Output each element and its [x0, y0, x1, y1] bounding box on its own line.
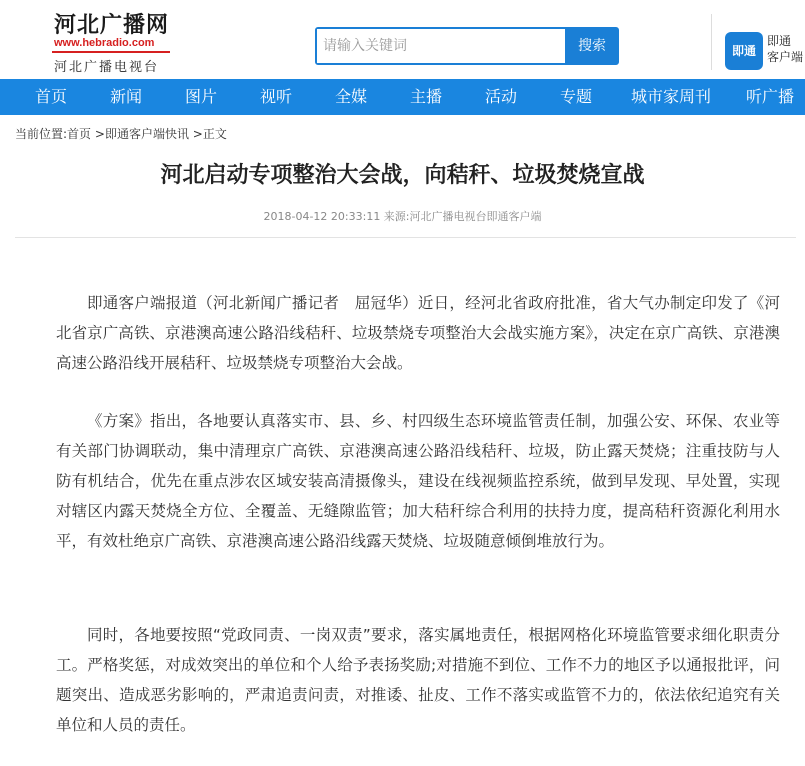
- search-box: [315, 27, 619, 65]
- breadcrumb-prefix: 当前位置:: [15, 127, 68, 141]
- app-label-line2: 客户端: [767, 50, 804, 64]
- breadcrumb-current: 正文: [202, 127, 227, 141]
- breadcrumb-sep: >: [188, 127, 203, 141]
- breadcrumb-section[interactable]: 即通客户端快讯: [104, 127, 189, 141]
- app-label[interactable]: [767, 33, 805, 65]
- nav-item-home[interactable]: 首页: [35, 87, 68, 106]
- logo-title: 河北广播网: [54, 13, 170, 38]
- nav-item-hosts[interactable]: 主播: [410, 87, 443, 106]
- nav-item-city-weekly[interactable]: 城市家周刊: [631, 87, 712, 106]
- article-title: 河北启动专项整治大会战，向秸秆、垃圾焚烧宣战: [160, 163, 645, 188]
- search-input[interactable]: [317, 29, 565, 63]
- nav-item-radio[interactable]: 听广播: [746, 87, 795, 106]
- breadcrumb-home[interactable]: 首页: [67, 127, 92, 141]
- search-button[interactable]: 搜索: [567, 29, 617, 63]
- article-paragraph: 即通客户端报道（河北新闻广播记者 屈冠华）近日，经河北省政府批准，省大气办制定印发了《河北省京广高铁、京港澳高速公路沿线秸秆、垃圾禁烧专项整治大会战实施方案》，决定在京广高铁、京港澳高速公路沿线开展秸秆、垃圾禁烧专项整治大会战。: [56, 294, 780, 372]
- logo-divider: [52, 51, 170, 53]
- article-meta: 2018-04-12 20:33:11 来源:河北广播电视台即通客户端: [263, 210, 542, 223]
- header-divider: [711, 14, 712, 70]
- breadcrumb-sep: >: [91, 127, 105, 141]
- nav-item-events[interactable]: 活动: [485, 87, 518, 106]
- article-paragraph: 《方案》指出，各地要认真落实市、县、乡、村四级生态环境监管责任制，加强公安、环保、农业等有关部门协调联动，集中清理京广高铁、京港澳高速公路沿线秸秆、垃圾，防止露天焚烧；注重技防与人防有机结合，优先在重点涉农区域安装高清摄像头，建设在线视频监控系统，做到早发现、早处置，实现对辖区内露天焚烧全方位、全覆盖、无缝隙监管；加大秸秆综合利用的扶持力度，提高秸秆资源化利用水平，有效杜绝京广高铁、京港澳高速公路沿线露天焚烧、垃圾随意倾倒堆放行为。: [56, 412, 780, 550]
- site-header: [0, 0, 805, 78]
- app-icon[interactable]: 即通: [725, 32, 763, 70]
- nav-item-news[interactable]: 新闻: [110, 87, 143, 106]
- main-nav: [0, 79, 805, 115]
- nav-item-video[interactable]: 视听: [260, 87, 293, 106]
- breadcrumb: [15, 125, 227, 142]
- site-logo[interactable]: [52, 6, 182, 75]
- article-divider: [15, 237, 796, 238]
- logo-url: www.hebradio.com: [54, 37, 155, 49]
- nav-item-media[interactable]: 全媒: [335, 87, 368, 106]
- article-paragraph: 同时，各地要按照“党政同责、一岗双责”要求，落实属地责任，根据网格化环境监管要求细化职责分工。严格奖惩，对成效突出的单位和个人给予表扬奖励;对措施不到位、工作不力的地区予以通报批评，问题突出、造成恶劣影响的，严肃追责问责，对推诿、扯皮、工作不落实或监管不力的，依法依纪追究有关单位和人员的责任。: [56, 626, 780, 734]
- app-label-line1: 即通: [767, 34, 792, 48]
- nav-item-photos[interactable]: 图片: [185, 87, 218, 106]
- logo-subtitle: 河北广播电视台: [54, 60, 160, 75]
- nav-item-topics[interactable]: 专题: [560, 87, 593, 106]
